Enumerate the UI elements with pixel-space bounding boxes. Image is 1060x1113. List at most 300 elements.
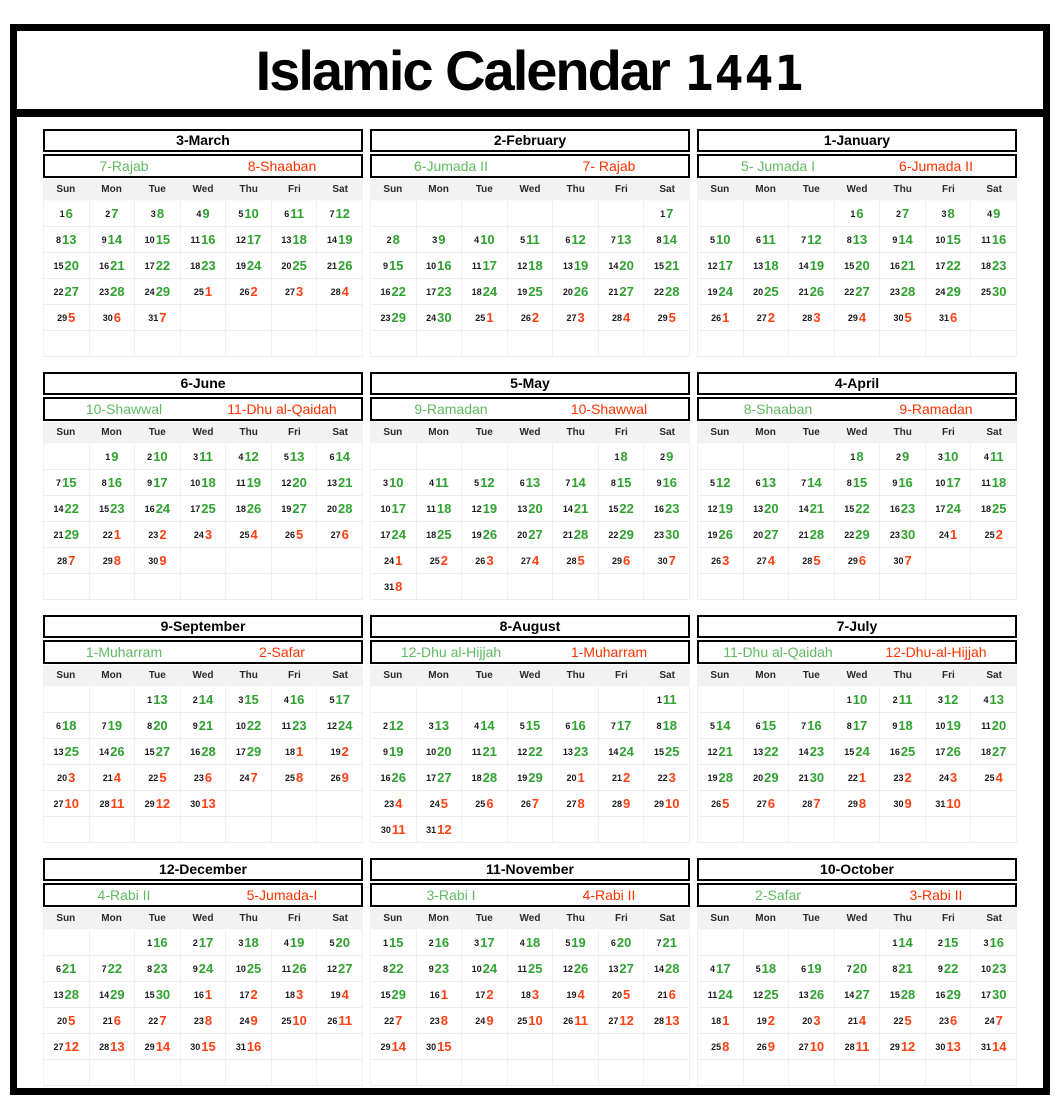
gregorian-day: 13 [517, 503, 528, 514]
islamic-day: 11 [898, 692, 913, 707]
gregorian-day: 27 [285, 286, 296, 297]
gregorian-day: 12 [326, 720, 337, 731]
islamic-day: 1 [486, 310, 494, 325]
gregorian-day: 1 [850, 208, 856, 219]
islamic-day: 9 [438, 232, 446, 247]
gregorian-day: 18 [980, 260, 991, 271]
weekday-label: Mon [101, 427, 122, 438]
day-cell [880, 227, 926, 253]
gregorian-day: 11 [707, 989, 718, 1000]
gregorian-day: 21 [608, 286, 619, 297]
islamic-day: 12 [900, 1039, 916, 1054]
gregorian-day: 1 [892, 937, 898, 948]
islamic-day: 8 [620, 449, 628, 464]
islamic-day: 22 [107, 961, 123, 976]
day-cell [599, 227, 645, 253]
islamic-day: 30 [900, 527, 916, 542]
gregorian-day: 30 [190, 1041, 201, 1052]
islamic-day: 2 [995, 527, 1003, 542]
gregorian-day: 16 [380, 286, 391, 297]
day-cell [417, 1008, 463, 1034]
day-cell [226, 548, 272, 574]
day-cell [462, 1034, 508, 1060]
day-cell [508, 305, 554, 331]
day-cell [880, 548, 926, 574]
islamic-day: 22 [619, 501, 634, 516]
islamic-day: 10 [943, 449, 959, 464]
day-cell [926, 687, 972, 713]
islamic-day: 20 [852, 961, 868, 976]
day-cell [90, 791, 136, 817]
islamic-day: 1 [950, 527, 958, 542]
month-block-9-september [43, 615, 363, 843]
day-cell [789, 305, 835, 331]
day-cell [462, 956, 508, 982]
day-cell [553, 930, 599, 956]
islamic-day: 6 [767, 796, 775, 811]
gregorian-day: 17 [935, 260, 946, 271]
day-cell [317, 305, 363, 331]
day-cell [508, 1008, 554, 1034]
gregorian-day: 27 [756, 555, 767, 566]
day-cell [644, 739, 690, 765]
day-cell [926, 956, 972, 982]
day-cell [226, 470, 272, 496]
gregorian-day: 30 [893, 555, 904, 566]
gregorian-day: 26 [285, 529, 296, 540]
day-cell [508, 982, 554, 1008]
gregorian-day: 5 [710, 477, 716, 488]
gregorian-day: 29 [847, 555, 858, 566]
day-cell [599, 930, 645, 956]
islamic-day: 6 [65, 206, 73, 221]
gregorian-day: 6 [755, 234, 761, 245]
weekday-header [370, 665, 690, 686]
gregorian-day: 26 [711, 798, 722, 809]
day-cell [599, 982, 645, 1008]
islamic-day: 18 [62, 718, 77, 733]
day-cell [698, 444, 744, 470]
gregorian-day: 12 [517, 746, 528, 757]
day-cell [226, 982, 272, 1008]
day-cell [926, 279, 972, 305]
islamic-day: 29 [528, 770, 543, 785]
day-cell [789, 522, 835, 548]
islamic-day: 9 [486, 1013, 494, 1028]
gregorian-day: 19 [330, 746, 341, 757]
islamic-day: 16 [201, 232, 216, 247]
gregorian-day: 8 [147, 963, 153, 974]
islamic-day: 9 [904, 796, 912, 811]
day-cell [226, 496, 272, 522]
gregorian-day: 22 [893, 1015, 904, 1026]
islamic-day: 24 [855, 744, 870, 759]
islamic-day: 18 [528, 258, 543, 273]
islamic-day: 27 [764, 527, 779, 542]
weekday-label: Mon [428, 427, 449, 438]
islamic-day: 4 [250, 527, 258, 542]
islamic-day: 4 [341, 284, 349, 299]
day-cell [553, 201, 599, 227]
islamic-day: 24 [619, 744, 634, 759]
gregorian-day: 12 [517, 260, 528, 271]
day-cell [371, 713, 417, 739]
islamic-day: 8 [440, 1013, 448, 1028]
islamic-day: 15 [946, 232, 961, 247]
day-grid [697, 200, 1017, 357]
islamic-day: 25 [764, 987, 779, 1002]
day-cell [317, 1008, 363, 1034]
day-cell [181, 444, 227, 470]
islamic-day: 17 [852, 718, 868, 733]
gregorian-day: 26 [563, 1015, 574, 1026]
month-title: 3-March [43, 129, 363, 152]
islamic-day: 9 [250, 1013, 258, 1028]
day-cell [835, 765, 881, 791]
day-cell [971, 496, 1017, 522]
gregorian-day: 19 [756, 1015, 767, 1026]
day-cell [135, 305, 181, 331]
islamic-day: 12 [335, 206, 350, 221]
gregorian-day: 22 [844, 286, 855, 297]
islamic-day: 1 [440, 987, 448, 1002]
weekday-label: Mon [101, 670, 122, 681]
gregorian-day: 29 [144, 1041, 155, 1052]
day-cell [226, 279, 272, 305]
weekday-label: Thu [239, 913, 258, 924]
islamic-day: 24 [337, 718, 353, 733]
islamic-day: 2 [767, 1013, 775, 1028]
weekday-label: Fri [288, 427, 301, 438]
islamic-day: 29 [246, 744, 262, 759]
islamic-day: 5 [296, 527, 304, 542]
day-cell [44, 496, 90, 522]
gregorian-day: 12 [707, 746, 718, 757]
islamic-day: 2 [623, 770, 631, 785]
gregorian-day: 15 [53, 260, 64, 271]
islamic-day: 8 [156, 206, 165, 221]
islamic-day: 21 [337, 475, 353, 490]
day-cell [90, 817, 136, 843]
islamic-day: 12 [244, 449, 259, 464]
gregorian-day: 22 [653, 286, 664, 297]
islamic-day: 14 [898, 935, 913, 950]
day-cell [644, 982, 690, 1008]
month-block-2-february [370, 129, 690, 357]
gregorian-day: 8 [846, 720, 852, 731]
islamic-day: 17 [391, 501, 407, 516]
islamic-day: 11 [338, 1013, 353, 1028]
calendar-row [43, 372, 1017, 600]
day-cell [135, 201, 181, 227]
gregorian-day: 24 [144, 286, 155, 297]
day-cell [926, 201, 972, 227]
day-cell [181, 791, 227, 817]
day-cell [226, 765, 272, 791]
gregorian-day: 24 [475, 1015, 486, 1026]
islamic-day: 21 [662, 935, 677, 950]
day-cell [971, 739, 1017, 765]
islamic-day: 24 [246, 258, 262, 273]
day-cell [417, 574, 463, 600]
islamic-day: 19 [807, 961, 822, 976]
islamic-day: 23 [434, 961, 450, 976]
day-cell [508, 1060, 554, 1086]
islamic-day: 28 [482, 770, 498, 785]
day-cell [371, 1008, 417, 1034]
gregorian-day: 1 [614, 451, 620, 462]
weekday-label: Sun [383, 184, 403, 195]
islamic-day: 10 [480, 232, 495, 247]
gregorian-day: 13 [798, 989, 809, 1000]
gregorian-day: 27 [756, 312, 767, 323]
day-cell [272, 227, 318, 253]
islamic-day: 8 [577, 796, 585, 811]
islamic-day: 21 [809, 501, 825, 516]
weekday-label: Sun [710, 670, 730, 681]
day-cell [226, 444, 272, 470]
day-cell [789, 279, 835, 305]
day-cell [272, 201, 318, 227]
gregorian-day: 12 [562, 963, 573, 974]
gregorian-day: 22 [148, 1015, 159, 1026]
islamic-day: 13 [201, 796, 216, 811]
gregorian-day: 28 [99, 1041, 110, 1052]
day-cell [462, 496, 508, 522]
gregorian-day: 8 [101, 477, 107, 488]
day-cell [698, 930, 744, 956]
islamic-day: 13 [110, 1039, 125, 1054]
day-cell [698, 253, 744, 279]
gregorian-day: 20 [562, 286, 573, 297]
day-cell [317, 687, 363, 713]
day-cell [317, 1034, 363, 1060]
gregorian-day: 4 [238, 451, 244, 462]
islamic-day: 24 [718, 284, 734, 299]
gregorian-day: 6 [801, 963, 807, 974]
day-cell [698, 201, 744, 227]
day-cell [44, 817, 90, 843]
islamic-day: 17 [716, 961, 731, 976]
weekday-label: Thu [566, 427, 585, 438]
day-cell [971, 201, 1017, 227]
gregorian-day: 9 [383, 746, 389, 757]
day-cell [90, 956, 136, 982]
gregorian-day: 10 [935, 477, 946, 488]
islamic-day: 3 [296, 284, 304, 299]
gregorian-day: 5 [710, 720, 716, 731]
islamic-day: 26 [573, 284, 589, 299]
day-cell [971, 253, 1017, 279]
gregorian-day: 13 [281, 234, 292, 245]
month-title: 10-October [697, 858, 1017, 881]
gregorian-day: 18 [520, 989, 531, 1000]
weekday-label: Wed [519, 670, 541, 681]
gregorian-day: 24 [939, 772, 950, 783]
islamic-day: 19 [337, 232, 353, 247]
islamic-months [43, 154, 363, 178]
gregorian-day: 10 [235, 963, 246, 974]
day-cell [789, 1034, 835, 1060]
islamic-day: 29 [391, 310, 407, 325]
gregorian-day: 29 [847, 798, 858, 809]
islamic-day: 3 [813, 310, 821, 325]
gregorian-day: 15 [99, 503, 110, 514]
gregorian-day: 23 [939, 1015, 950, 1026]
weekday-label: Sun [710, 184, 730, 195]
day-cell [226, 201, 272, 227]
gregorian-day: 27 [53, 798, 64, 809]
day-cell [926, 227, 972, 253]
day-cell [44, 305, 90, 331]
gregorian-day: 7 [656, 937, 662, 948]
weekday-label: Sat [986, 184, 1002, 195]
day-cell [599, 548, 645, 574]
weekday-label: Wed [192, 184, 214, 195]
islamic-day: 16 [289, 692, 305, 707]
day-cell [599, 687, 645, 713]
day-cell [926, 713, 972, 739]
day-cell [44, 574, 90, 600]
day-cell [971, 817, 1017, 843]
day-cell [880, 791, 926, 817]
gregorian-day: 23 [889, 529, 900, 540]
day-cell [644, 331, 690, 357]
day-cell [135, 765, 181, 791]
day-cell [44, 1034, 90, 1060]
islamic-day: 3 [577, 310, 585, 325]
gregorian-day: 1 [383, 937, 389, 948]
islamic-month-first: 9-Ramadan [414, 401, 488, 417]
day-cell [880, 201, 926, 227]
gregorian-day: 2 [660, 451, 666, 462]
day-cell [835, 253, 881, 279]
islamic-day: 27 [292, 501, 307, 516]
gregorian-day: 20 [753, 529, 764, 540]
gregorian-day: 23 [893, 772, 904, 783]
islamic-day: 10 [292, 1013, 307, 1028]
day-cell [272, 331, 318, 357]
islamic-day: 17 [482, 258, 497, 273]
islamic-day: 8 [395, 579, 403, 594]
day-cell [926, 791, 972, 817]
islamic-day: 23 [664, 501, 680, 516]
islamic-day: 28 [664, 284, 680, 299]
day-cell [90, 496, 136, 522]
gregorian-day: 14 [798, 746, 809, 757]
gregorian-day: 19 [235, 260, 246, 271]
day-cell [44, 548, 90, 574]
month-title: 11-November [370, 858, 690, 881]
gregorian-day: 6 [565, 234, 571, 245]
day-cell [971, 548, 1017, 574]
islamic-day: 17 [153, 475, 168, 490]
gregorian-day: 17 [426, 772, 437, 783]
islamic-day: 30 [437, 310, 452, 325]
day-cell [744, 522, 790, 548]
day-cell [835, 1008, 881, 1034]
gregorian-day: 28 [612, 312, 623, 323]
islamic-day: 9 [623, 796, 631, 811]
gregorian-day: 10 [935, 234, 946, 245]
day-cell [926, 331, 972, 357]
gregorian-day: 30 [893, 798, 904, 809]
day-cell [371, 522, 417, 548]
islamic-day: 26 [809, 284, 825, 299]
day-cell [926, 253, 972, 279]
day-cell [971, 227, 1017, 253]
gregorian-day: 19 [566, 989, 577, 1000]
gregorian-day: 20 [753, 772, 764, 783]
islamic-day: 20 [292, 475, 307, 490]
weekday-label: Mon [755, 913, 776, 924]
gregorian-day: 15 [144, 746, 155, 757]
islamic-day: 14 [571, 475, 586, 490]
gregorian-day: 2 [147, 451, 153, 462]
weekday-label: Tue [475, 427, 493, 438]
gregorian-day: 17 [980, 989, 991, 1000]
day-cell [508, 522, 554, 548]
day-cell [417, 548, 463, 574]
day-cell [371, 1034, 417, 1060]
day-cell [90, 1060, 136, 1086]
islamic-day: 6 [950, 310, 958, 325]
day-cell [835, 1034, 881, 1060]
gregorian-day: 24 [193, 529, 204, 540]
islamic-day: 22 [946, 258, 961, 273]
gregorian-day: 14 [608, 746, 619, 757]
islamic-day: 9 [993, 206, 1001, 221]
day-grid [370, 443, 690, 600]
gregorian-day: 25 [517, 1015, 528, 1026]
islamic-day: 29 [110, 987, 125, 1002]
day-cell [789, 791, 835, 817]
gregorian-day: 5 [710, 234, 716, 245]
islamic-day: 13 [852, 232, 868, 247]
weekday-header [697, 422, 1017, 443]
gregorian-day: 28 [57, 555, 68, 566]
gregorian-day: 22 [102, 529, 113, 540]
islamic-day: 11 [199, 449, 213, 464]
day-cell [926, 765, 972, 791]
day-cell [926, 1008, 972, 1034]
islamic-day: 27 [337, 961, 353, 976]
gregorian-day: 29 [612, 555, 623, 566]
islamic-day: 23 [110, 501, 125, 516]
islamic-day: 13 [525, 475, 541, 490]
day-cell [789, 201, 835, 227]
day-cell [835, 956, 881, 982]
islamic-month-first: 3-Rabi I [426, 887, 476, 903]
day-cell [508, 1034, 554, 1060]
islamic-day: 6 [113, 310, 121, 325]
day-cell [417, 444, 463, 470]
day-cell [371, 470, 417, 496]
gregorian-day: 11 [426, 503, 436, 514]
islamic-day: 10 [153, 449, 168, 464]
gregorian-day: 27 [756, 798, 767, 809]
day-cell [789, 1060, 835, 1086]
day-cell [417, 496, 463, 522]
gregorian-day: 15 [653, 260, 664, 271]
islamic-day: 4 [395, 796, 403, 811]
islamic-day: 14 [198, 692, 214, 707]
day-cell [90, 331, 136, 357]
islamic-day: 7 [668, 553, 676, 568]
day-cell [462, 739, 508, 765]
day-cell [698, 687, 744, 713]
islamic-day: 7 [666, 206, 674, 221]
